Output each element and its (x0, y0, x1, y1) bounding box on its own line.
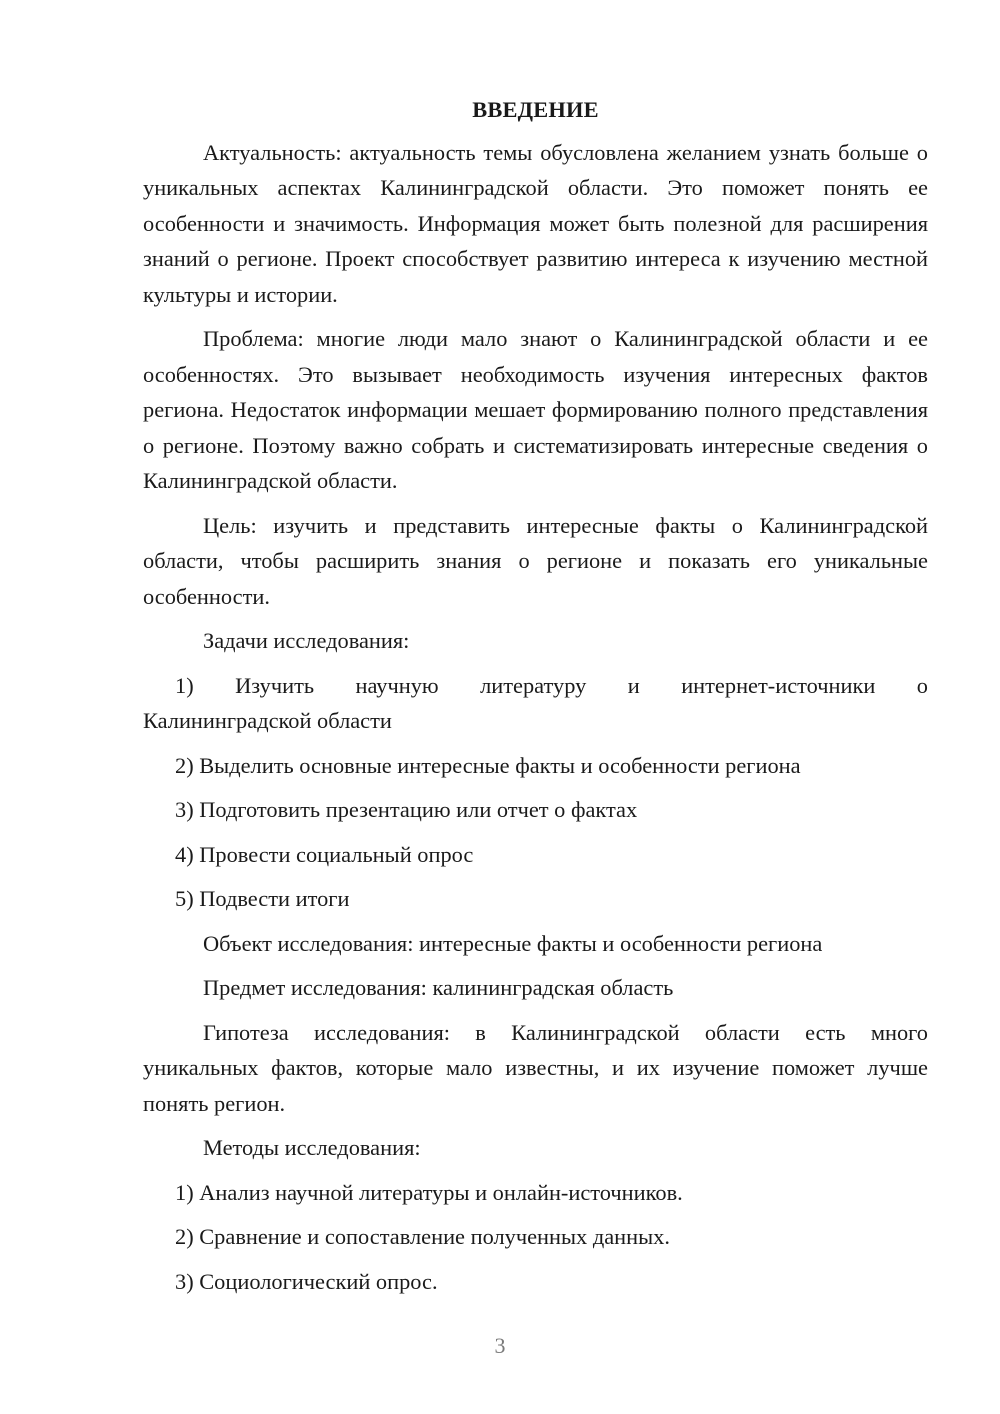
page-number: 3 (494, 1333, 506, 1358)
methods-title: Методы исследования: (203, 1135, 421, 1160)
task-item-1 (143, 668, 928, 739)
task-item-2: 2) Выделить основные интересные факты и особенности региона (175, 752, 801, 778)
task-item-5: 5) Подвести итоги (175, 886, 350, 911)
problem-paragraph: Проблема: многие люди мало знают о Калининградской области и ее особенностях. Это вызывает необходимость изучения интересных фактов региона. Недостаток информации мешает формированию полного представления о регионе. Поэтому важно собрать и систематизировать интересные сведения о Калининградской области. (143, 326, 928, 493)
method-item-2: 2) Сравнение и сопоставление полученных данных. (175, 1224, 670, 1249)
relevance-paragraph: Актуальность: актуальность темы обусловлена желанием узнать больше о уникальных аспектах Калининградской области. Это поможет понять ее особенности и значимость. Информация может быть полезной для расширения знаний о регионе. Проект способствует развитию интереса к изучению местной культуры и истории. (143, 139, 928, 307)
method-item-3: 3) Социологический опрос. (175, 1268, 438, 1294)
document-page (143, 92, 928, 1308)
hypothesis-paragraph: Гипотеза исследования: в Калининградской области есть много уникальных фактов, которые мало известны, и их изучение поможет лучше понять регион. (143, 1019, 928, 1116)
subject-line: Предмет исследования: калининградская область (203, 975, 674, 1000)
tasks-title: Задачи исследования: (203, 628, 410, 653)
goal-paragraph: Цель: изучить и представить интересные факты о Калининградской области, чтобы расширить знания о регионе и показать его уникальные особенности. (143, 512, 928, 609)
task-item-3: 3) Подготовить презентацию или отчет о фактах (175, 797, 638, 822)
object-line: Объект исследования: интересные факты и особенности региона (203, 930, 823, 956)
task-item-1-line-2: Калининградской области (143, 708, 392, 733)
section-heading: ВВЕДЕНИЕ (472, 97, 599, 122)
task-item-1-line-1: 1) Изучить научную литературу и интернет-источники о (175, 672, 928, 698)
task-item-4: 4) Провести социальный опрос (175, 841, 474, 867)
method-item-1: 1) Анализ научной литературы и онлайн-источников. (175, 1179, 683, 1205)
